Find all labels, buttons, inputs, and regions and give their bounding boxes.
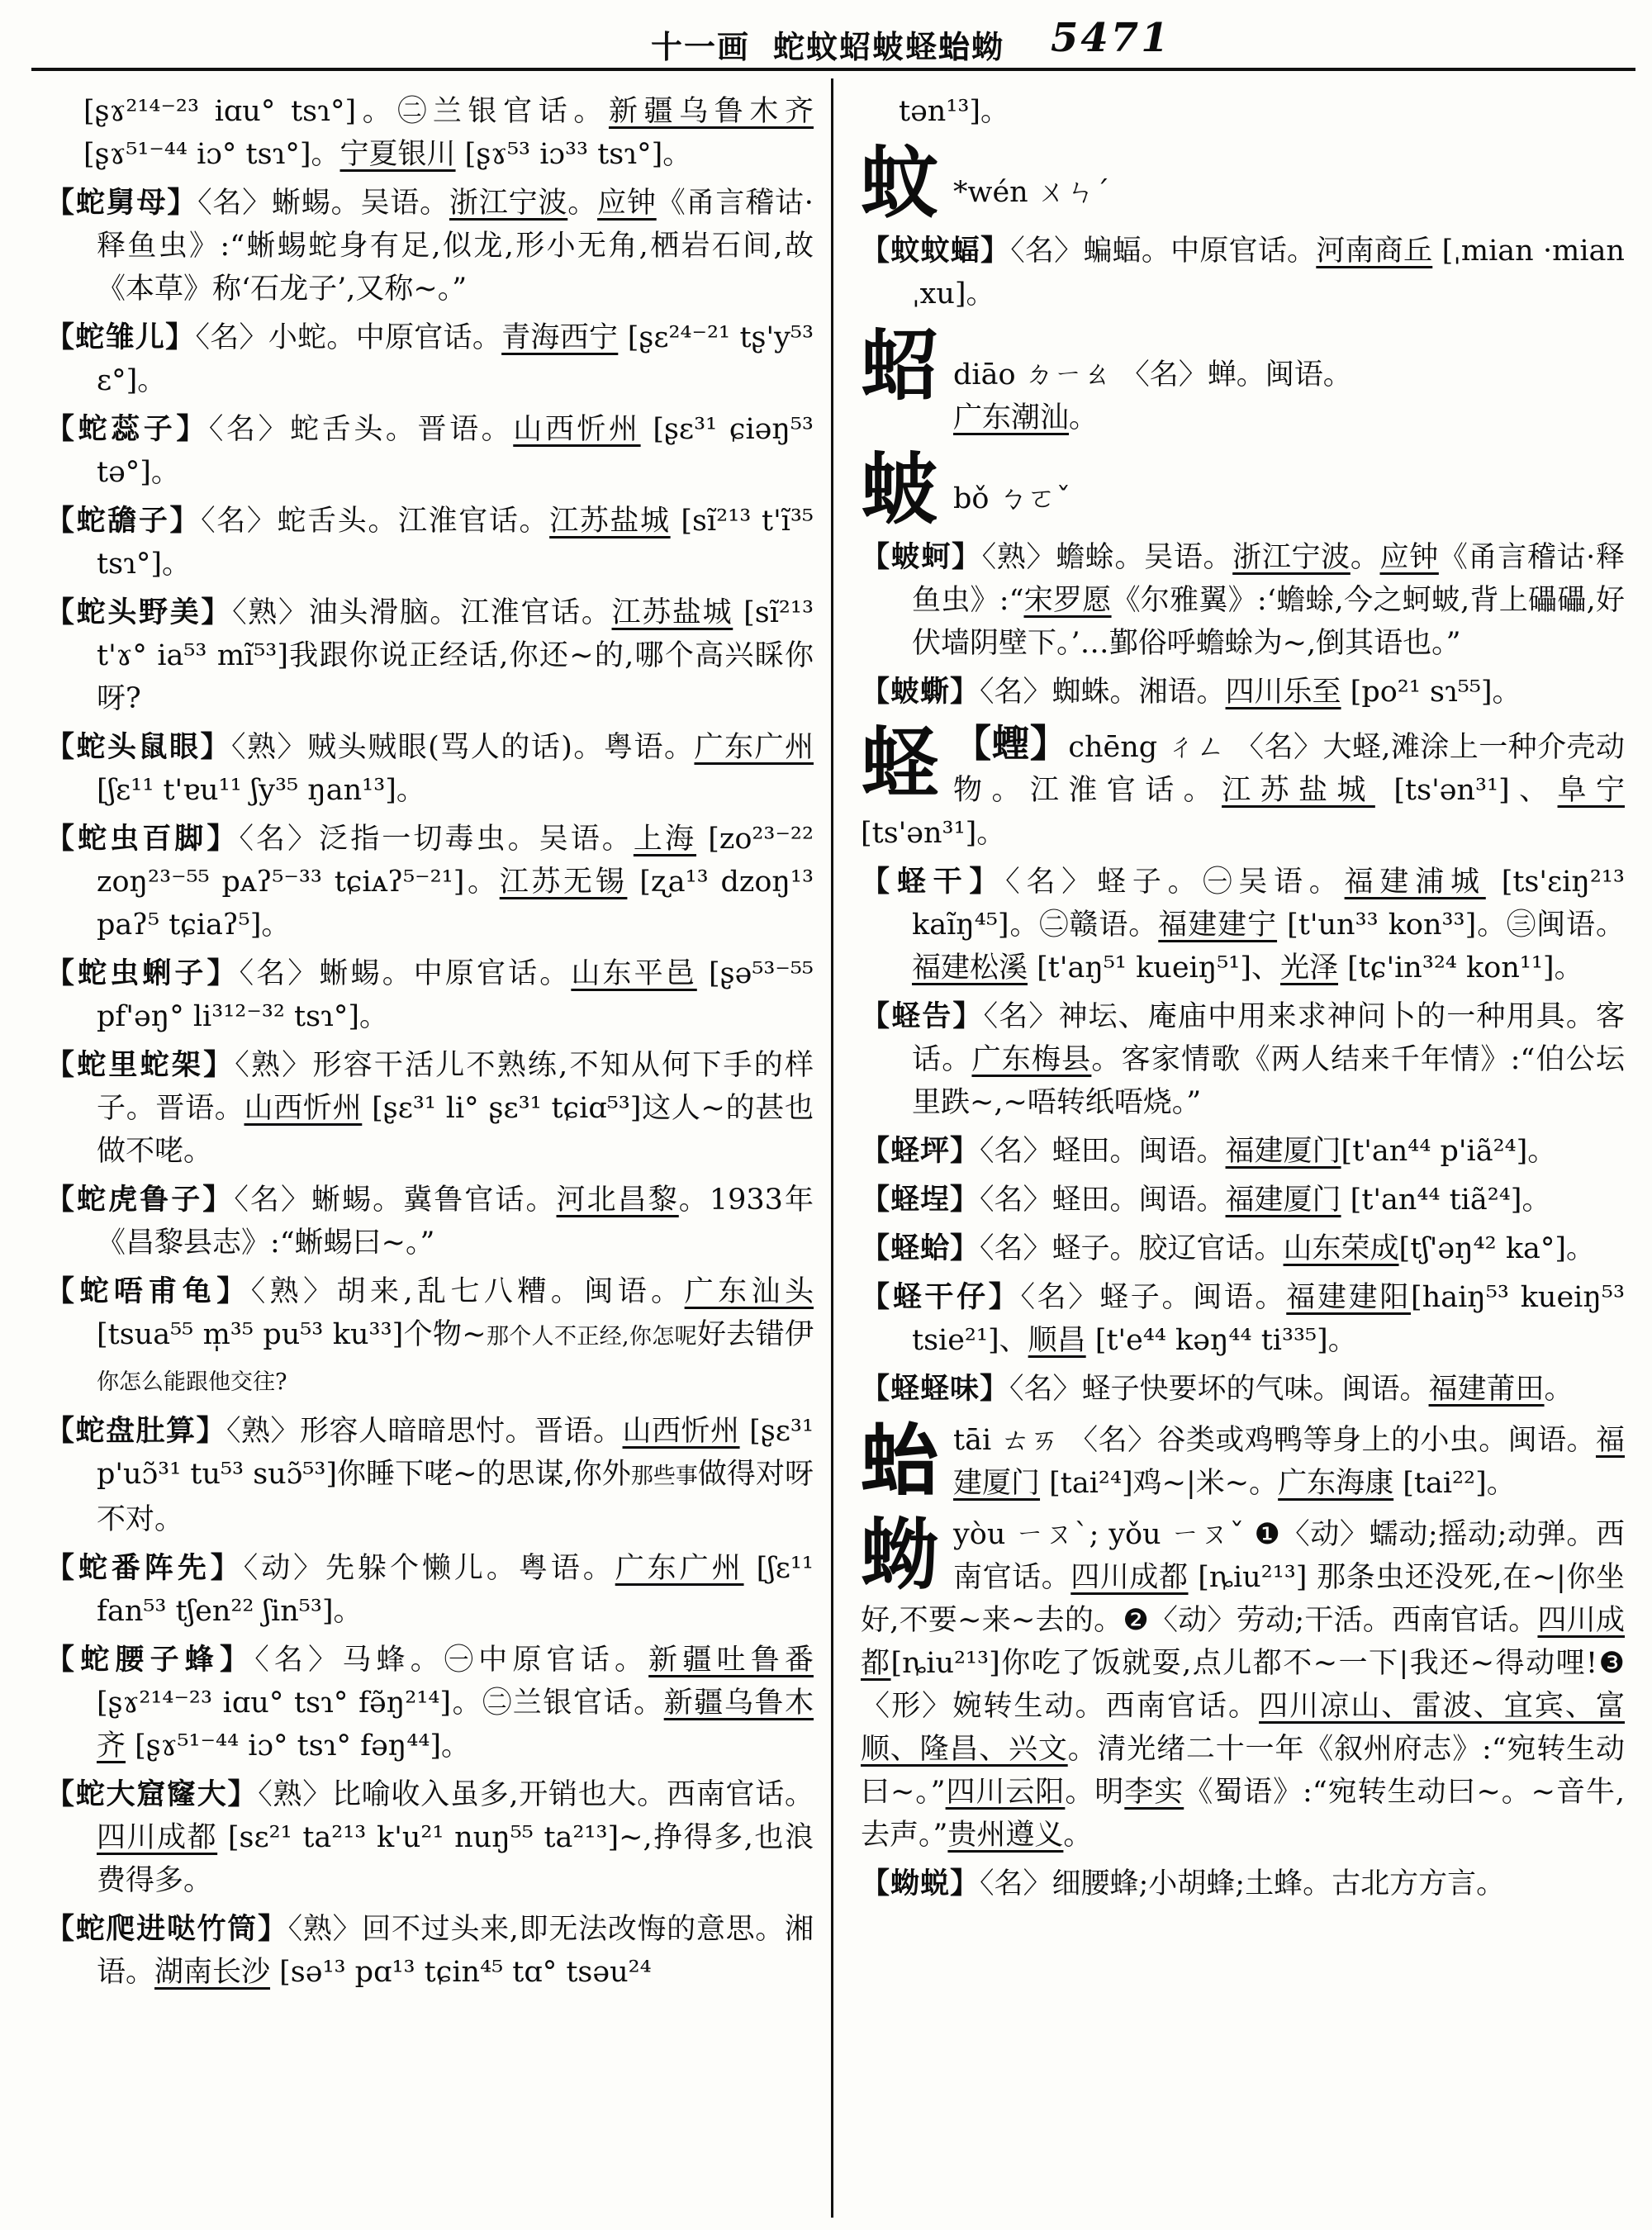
proper-noun: 福建建阳	[1286, 1281, 1412, 1314]
text-run: 〈熟〉胡来,乱七八糟。闽语。	[250, 1275, 685, 1308]
entry-headword: 【蛇唔甫龟】	[45, 1274, 251, 1308]
text-run: [ʂɛ²⁴⁻²¹ tʂ'y⁵³ ɛ°]。	[97, 321, 814, 397]
proper-noun: 江苏盐城	[549, 505, 671, 538]
proper-noun: 河北昌黎	[556, 1184, 679, 1217]
text-run: *wén ㄨㄣˊ	[953, 176, 1110, 209]
text-run: 〈熟〉回不过头来,即无法改悔的意思。湘语。	[97, 1913, 814, 1989]
entry-headword: 【蛇虫百脚】	[45, 822, 240, 856]
text-run: [sĩ²¹³ t'ɤ° ia⁵³ mĩ⁵³]我跟你说正经话,你还~的,哪个高兴睬你呀?	[97, 596, 814, 715]
proper-noun: 浙江宁波	[449, 187, 568, 220]
text-run: 。	[1350, 541, 1380, 574]
text-run: [ȵiu²¹³]你吃了饭就耍,点儿都不~一下|我还~得动哩!❸〈形〉婉转生动。西南官话。	[861, 1647, 1625, 1723]
entry	[861, 1130, 1625, 1173]
proper-noun: 广东海康	[1278, 1467, 1394, 1500]
text-run: 《尔雅翼》:‘蟾蜍,今之蚵蚾,背上礧礧,好伏墙阴壁下。’…鄞俗呼蟾蜍为~,倒其语也。”	[912, 584, 1625, 660]
text-run: bǒ ㄅㄛˇ	[953, 482, 1071, 515]
text-run: [ʂɤ²¹⁴⁻²³ iɑu° tsɿ° fə̃ŋ²¹⁴]。㊁兰银官话。	[97, 1687, 664, 1720]
entry	[45, 1547, 814, 1633]
headword-section	[861, 324, 1625, 439]
text-run: 。明	[1065, 1776, 1125, 1809]
entry	[45, 408, 814, 494]
entry	[861, 1227, 1625, 1270]
text-run: 《甬言稽诂·释鱼虫》:“蜥蜴蛇身有足,似龙,形小无角,栖岩石间,故《本草》称‘石龙子’,又称~。”	[97, 187, 814, 306]
proper-noun: 浙江宁波	[1232, 541, 1351, 574]
proper-noun: 广东广州	[694, 731, 814, 764]
proper-noun: 上海	[633, 823, 697, 856]
left-column	[45, 84, 814, 2000]
proper-noun: 福建莆田	[1428, 1373, 1545, 1406]
proper-noun: 顺昌	[1028, 1324, 1086, 1357]
proper-noun: 山西忻州	[244, 1092, 363, 1125]
entry	[45, 818, 814, 947]
text-run: [t'an⁴⁴ p'iã²⁴]。	[1341, 1135, 1557, 1168]
text-run: [ʂɛ³¹ ɕiəŋ⁵³ tə°]。	[97, 413, 814, 489]
proper-noun: 四川云阳	[945, 1776, 1066, 1809]
text-run: 〈名〉泛指一切毒虫。吴语。	[239, 823, 634, 856]
entry-headword: 【蛇头鼠眼】	[45, 730, 232, 764]
entry-headword: 【蛇雏儿】	[45, 320, 196, 354]
text-run: [t'un³³ kon³³]。㊂闽语。	[1277, 909, 1625, 942]
entry	[861, 1368, 1625, 1411]
text-run: 。客家情歌《两人结来千年情》:“伯公坛里跌~,~唔转纸唔烧。”	[912, 1043, 1625, 1119]
text-run: 〈名〉蛏子。闽语。	[1020, 1281, 1287, 1314]
right-column	[861, 84, 1625, 1911]
text-run: [tai²⁴]鸡~|米~。	[1040, 1467, 1279, 1500]
proper-noun: 四川乐至	[1225, 676, 1341, 709]
proper-noun: 福建厦门	[1225, 1184, 1341, 1217]
text-run: 〈名〉小蛇。中原官话。	[195, 321, 502, 354]
text-run: [tɕ'in³²⁴ kon¹¹]。	[1338, 951, 1583, 985]
text-run: 〈熟〉形容人暗暗思忖。晋语。	[226, 1415, 623, 1448]
text-run: 。	[1544, 1373, 1574, 1406]
entry	[45, 500, 814, 586]
text-run: 。	[567, 187, 598, 220]
entry-headword: 【蚾蟖】	[861, 675, 980, 709]
proper-noun: 应钟	[1379, 541, 1439, 574]
proper-noun: 新疆吐鲁番	[648, 1644, 814, 1677]
entry-headword: 【蛇蕊子】	[45, 412, 209, 446]
page-header	[0, 13, 1652, 63]
text-run: [ʂɛ³¹ p'uɔ̃³¹ tu⁵³ suɔ̃⁵³]你睡下咾~的思谋,你外	[97, 1415, 814, 1491]
headword-char: 𧉟	[861, 1419, 939, 1505]
proper-noun: 宋罗愿	[1023, 584, 1112, 617]
entry-headword: 【蛏告】	[861, 999, 984, 1033]
text-run: [ʐa¹³ dzoŋ¹³ paʔ⁵ tɕiaʔ⁵]。	[97, 866, 814, 942]
headword-section	[861, 1419, 1625, 1505]
proper-noun: 广东汕头	[684, 1275, 814, 1308]
text-run: 〈熟〉贼头贼眼(骂人的话)。粤语。	[231, 731, 695, 764]
entry-headword: 【蛇舚子】	[45, 504, 202, 538]
text-run: yòu ㄧㄡˋ; yǒu ㄧㄡˇ ❶〈动〉蠕动;摇动;动弹。西南官话。	[953, 1518, 1625, 1594]
proper-noun: 光泽	[1280, 951, 1339, 985]
proper-noun: 广东广州	[615, 1552, 744, 1585]
text-run: 〈名〉蜥蜴。冀鲁官话。	[234, 1184, 557, 1217]
entry-headword: 【蛇大窟窿大】	[45, 1777, 259, 1811]
text-run: 。清光绪二十一年《叙州府志》:“宛转生动曰~。”	[861, 1733, 1625, 1809]
proper-noun: 广东梅县	[971, 1043, 1092, 1076]
proper-noun: 福建厦门	[953, 1424, 1625, 1500]
proper-noun: 江苏盐城	[1222, 774, 1375, 807]
text-run: tāi ㄊㄞ 〈名〉谷类或鸡鸭等身上的小虫。闽语。	[953, 1424, 1596, 1457]
entry-headword: 【蛇番阵先】	[45, 1551, 244, 1585]
entry	[45, 726, 814, 812]
entry	[45, 1410, 814, 1541]
proper-noun: 福建浦城	[1344, 866, 1486, 899]
headword-char: 蚴	[861, 1513, 939, 1601]
text-run: [sə¹³ pɑ¹³ tɕin⁴⁵ tɑ° tsəu²⁴	[270, 1956, 652, 1989]
proper-noun: 山东平邑	[571, 957, 697, 990]
entry-headword: 【蛇腰子蜂】	[45, 1643, 255, 1677]
entry-headword: 【蛇盘肚算】	[45, 1414, 227, 1448]
text-run: 〈名〉蛏田。闽语。	[980, 1184, 1226, 1217]
entry	[861, 861, 1625, 989]
proper-noun: 四川成都	[97, 1821, 218, 1854]
entry-headword: 【蚴蜕】	[861, 1867, 980, 1900]
text-run: 〈名〉细腰蜂;小胡蜂;土蜂。古北方方言。	[980, 1867, 1506, 1900]
entry-headword: 【蛇舅母】	[45, 186, 198, 220]
entry-headword: 【蛇虎鲁子】	[45, 1183, 235, 1217]
text-run: [tai²²]。	[1393, 1467, 1516, 1500]
proper-noun: 江苏无锡	[499, 866, 628, 899]
text-run: 〈名〉蛇舌头。晋语。	[208, 413, 514, 446]
text-run: 【蟶】	[953, 722, 1069, 766]
text-run: 〈名〉蜘蛛。湘语。	[980, 676, 1226, 709]
text-run: 那些事	[630, 1464, 698, 1489]
headword-section	[861, 141, 1625, 224]
text-run: 〈名〉蛏子快要坏的气味。闽语。	[1009, 1373, 1429, 1406]
entry	[861, 995, 1625, 1124]
entry	[861, 536, 1625, 665]
proper-noun: 阜宁	[1557, 774, 1625, 807]
proper-noun: 福建厦门	[1225, 1135, 1341, 1168]
page-number: 5471	[1051, 15, 1171, 61]
proper-noun: 福建建宁	[1158, 909, 1278, 942]
stroke-section-label: 十一画	[651, 28, 751, 65]
text-run: 〈名〉蜥蜴。中原官话。	[239, 957, 572, 990]
proper-noun: 湖南长沙	[154, 1956, 271, 1989]
text-run: chēng ㄔㄥ 〈名〉大蛏,滩涂上一种介壳动物。江淮官话。	[953, 731, 1625, 807]
entry	[45, 1179, 814, 1264]
headword-section	[861, 1513, 1625, 1857]
entry	[861, 1862, 1625, 1905]
text-run: [ȵiu²¹³] 那条虫还没死,在~|你坐好,不要~来~去的。❷〈动〉劳动;干活。西南官话。	[861, 1561, 1625, 1637]
proper-noun: 山西忻州	[622, 1415, 740, 1448]
text-run: [tsua⁵⁵ m̩³⁵ pu⁵³ ku³³]个物~	[97, 1318, 487, 1351]
proper-noun: 四川成都	[861, 1604, 1625, 1680]
text-run: [ˌmian ·mian ˌxu]。	[912, 235, 1625, 311]
proper-noun: 宁夏银川	[339, 138, 456, 171]
text-run: [haiŋ⁵³ kueiŋ⁵³ tsie²¹]、	[912, 1281, 1625, 1357]
entry	[45, 316, 814, 402]
text-run: [sĩ²¹³ t'ĩ³⁵ tsɿ°]。	[97, 505, 814, 581]
proper-noun: 四川成都	[1070, 1561, 1189, 1594]
text-run: [ʂɤ⁵¹⁻⁴⁴ iɔ° tsɿ°]。	[83, 138, 340, 171]
entry-headword: 【蛏干】	[861, 865, 1006, 899]
section-headword-chars: 蛇蚊蛁蚾蛏𧉟蚴	[773, 28, 1005, 65]
entry-headword: 【蛇爬进哒竹筒】	[45, 1912, 288, 1946]
text-run: 〈名〉蛏田。闽语。	[980, 1135, 1226, 1168]
entry	[45, 1044, 814, 1173]
entry-headword: 【蛏蛤】	[861, 1231, 980, 1265]
text-run: 。	[1069, 401, 1099, 434]
entry-headword: 【蛏蛏味】	[861, 1372, 1010, 1406]
entry	[45, 182, 814, 311]
header-rule	[31, 68, 1635, 71]
entry-continuation	[45, 90, 814, 176]
entry	[45, 1908, 814, 1994]
proper-noun: 贵州遵义	[947, 1819, 1064, 1852]
proper-noun: 应钟	[597, 187, 657, 220]
text-run: 《蜀语》:“宛转生动曰~。~音牛,去声。”	[861, 1776, 1625, 1852]
headword-char: 蚊	[861, 141, 939, 224]
text-run: [ʂə⁵³⁻⁵⁵ pf'əŋ° li³¹²⁻³² tsɿ°]。	[97, 957, 814, 1033]
entry	[45, 952, 814, 1038]
proper-noun: 李实	[1124, 1776, 1184, 1809]
text-run: 〈熟〉油头滑脑。江淮官话。	[232, 596, 612, 629]
text-run: [ts'ən³¹]、	[1374, 774, 1558, 807]
headword-char: 蚾	[861, 448, 939, 530]
entry-headword: 【蛇里蛇架】	[45, 1048, 235, 1082]
text-run: 〈熟〉比喻收入虽多,开销也大。西南官话。	[258, 1778, 814, 1811]
entry	[861, 1276, 1625, 1362]
text-run: [ts'ən³¹]。	[861, 817, 1006, 850]
proper-noun: 江苏盐城	[611, 596, 733, 629]
proper-noun: 青海西宁	[501, 321, 619, 354]
text-run: 做得对呀不对。	[97, 1458, 814, 1536]
entry	[45, 1773, 814, 1902]
text-run: [t'aŋ⁵¹ kueiŋ⁵¹]、	[1028, 951, 1280, 985]
text-run: 〈熟〉蟾蜍。吴语。	[981, 541, 1233, 574]
text-run: 好去错伊	[696, 1318, 814, 1351]
text-run: 〈名〉马蜂。㊀中原官话。	[254, 1644, 649, 1677]
proper-noun: 福建松溪	[912, 951, 1028, 985]
proper-noun: 新疆乌鲁木齐	[97, 1687, 814, 1763]
text-run: 你怎么能跟他交往?	[97, 1369, 287, 1395]
proper-noun: 四川凉山、雷波、宜宾、富顺、隆昌、兴文	[861, 1690, 1625, 1766]
entry-headword: 【蛏干仔】	[861, 1280, 1021, 1314]
text-run: diāo ㄉㄧㄠ 〈名〉蝉。闽语。	[953, 358, 1352, 391]
text-run: [ʂɤ⁵³ iɔ³³ tsɿ°]。	[455, 138, 692, 171]
headword-section	[861, 448, 1625, 530]
entry	[45, 591, 814, 720]
entry-headword: 【蛇头野美】	[45, 595, 233, 629]
proper-noun: 山东荣成	[1283, 1232, 1399, 1265]
headword-char: 蛁	[861, 324, 939, 411]
text-run: [zo²³⁻²² zoŋ²³⁻⁵⁵ pᴀʔ⁵⁻³³ tɕiᴀʔ⁵⁻²¹]。	[97, 823, 814, 899]
text-run: [t'e⁴⁴ kəŋ⁴⁴ ti³³⁵]。	[1085, 1324, 1357, 1357]
entry-headword: 【蛏坪】	[861, 1134, 980, 1168]
headword-section	[861, 722, 1625, 855]
entry-headword: 【蛏埕】	[861, 1183, 980, 1217]
entry	[45, 1639, 814, 1767]
text-run: [po²¹ sɿ⁵⁵]。	[1341, 676, 1521, 709]
text-run: [t'an⁴⁴ tiã²⁴]。	[1341, 1184, 1551, 1217]
text-run: [ʂɤ²¹⁴⁻²³ iɑu° tsɿ°]。㊁兰银官话。	[83, 95, 609, 128]
column-divider	[831, 78, 833, 2218]
text-run: [tʃ'əŋ⁴² ka°]。	[1398, 1232, 1596, 1265]
entry-headword: 【蛇虫蜊子】	[45, 956, 240, 990]
text-run: 〈名〉蛏子。胶辽官话。	[980, 1232, 1284, 1265]
entry-headword: 【蚊蚊蝠】	[861, 234, 1011, 268]
entry-continuation	[861, 90, 1625, 133]
text-run: [ʂɤ⁵¹⁻⁴⁴ iɔ° tsɿ° fəŋ⁴⁴]。	[126, 1729, 471, 1763]
proper-noun: 河南商丘	[1316, 235, 1433, 268]
text-run: tən¹³]。	[899, 95, 1010, 128]
text-run: 《甬言稽诂·释鱼虫》:“	[912, 541, 1625, 617]
text-run: 。	[1063, 1819, 1093, 1852]
entry	[45, 1270, 814, 1404]
text-run: 〈熟〉形容干活儿不熟练,不知从何下手的样子。晋语。	[97, 1049, 814, 1125]
section-heading	[651, 21, 1004, 67]
entry-headword: 【蚾蚵】	[861, 540, 982, 574]
proper-noun: 山西忻州	[513, 413, 641, 446]
text-run: [ʂɛ³¹ li° ʂɛ³¹ tɕiɑ⁵³]这人~的甚也做不咾。	[97, 1092, 814, 1168]
text-run: [sɛ²¹ ta²¹³ k'u²¹ nuŋ⁵⁵ ta²¹³]~,挣得多,也浪费得多。	[97, 1821, 814, 1897]
text-run: 。1933年《昌黎县志》:“蜥蜴曰~。”	[97, 1184, 814, 1260]
entry	[861, 230, 1625, 316]
entry	[861, 671, 1625, 714]
text-run: 〈名〉蛇舌头。江淮官话。	[201, 505, 550, 538]
text-run: 〈动〉先躲个懒儿。粤语。	[243, 1552, 615, 1585]
headword-char: 蛏	[861, 722, 939, 809]
text-run: [ʃɛ¹¹ t'ɐu¹¹ ʃy³⁵ ŋan¹³]。	[97, 774, 425, 807]
text-run: 〈名〉神坛、庵庙中用来求神问卜的一种用具。客话。	[912, 1000, 1625, 1076]
proper-noun: 广东潮汕	[953, 401, 1070, 434]
entry	[861, 1179, 1625, 1222]
proper-noun: 新疆乌鲁木齐	[608, 95, 814, 128]
text-run: [ts'ɛiŋ²¹³ kaĩŋ⁴⁵]。㊁赣语。	[912, 866, 1625, 942]
text-run: 那个人不正经,你怎呢	[486, 1324, 697, 1350]
text-run: 〈名〉蝙蝠。中原官话。	[1010, 235, 1317, 268]
text-run: 〈名〉蜥蜴。吴语。	[197, 187, 449, 220]
text-run: 〈名〉蛏子。㊀吴语。	[1005, 866, 1345, 899]
text-run: [ʃɛ¹¹ fan⁵³ tʃen²² ʃin⁵³]。	[97, 1552, 814, 1628]
